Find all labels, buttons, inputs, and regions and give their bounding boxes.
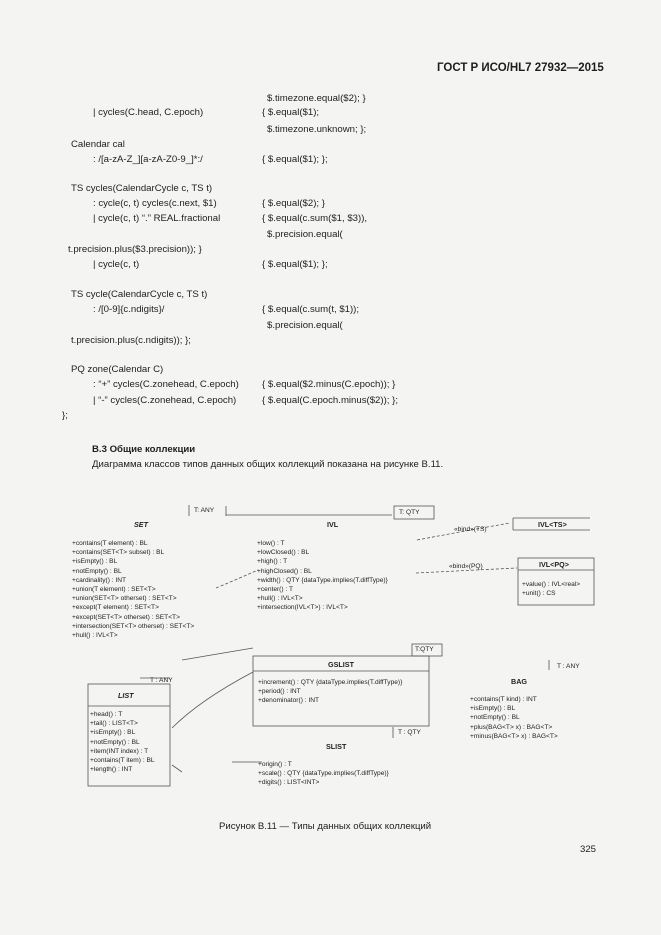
code-line: { $.equal($1);: [262, 107, 320, 118]
code-line: { $.equal($2); }: [262, 198, 325, 209]
operation: +period() : INT: [258, 688, 301, 696]
list-class-title: LIST: [118, 691, 134, 700]
gslist-class-title: GSLIST: [328, 660, 354, 669]
code-line: PQ zone(Calendar C): [71, 364, 164, 375]
ivl-pq-operations: [522, 580, 580, 598]
code-line: : /[0-9]{c.ndigits}/: [93, 304, 165, 315]
operation: +origin() : T: [258, 761, 292, 768]
code-line: t.precision.plus($3.precision)); }: [68, 244, 202, 255]
set-class-title: SET: [134, 520, 148, 529]
code-line: };: [62, 410, 68, 421]
operation: +union(SET<T> otherset) : SET<T>: [72, 595, 177, 603]
operation: +value() : IVL<real>: [522, 581, 581, 588]
code-line: $.timezone.unknown; };: [267, 124, 367, 135]
operation: +intersection(SET<T> otherset) : SET<T>: [72, 622, 195, 630]
operation: +contains(T element) : BL: [72, 540, 148, 547]
operation: +digits() : LIST<INT>: [258, 779, 320, 787]
operation: +tail() : LIST<T>: [90, 720, 138, 728]
code-line: $.precision.equal(: [267, 229, 343, 240]
list-param: T : ANY: [150, 677, 173, 684]
document-id: ГОСТ Р ИСО/HL7 27932—2015: [437, 62, 604, 74]
code-line: : /[a-zA-Z_][a-zA-Z0-9_]*:/: [93, 154, 203, 165]
ivl-param: T: QTY: [399, 509, 420, 516]
operation: +lowClosed() : BL: [257, 549, 310, 557]
operation: +unit() : CS: [522, 590, 556, 598]
code-line: { $.equal(c.sum(t, $1));: [262, 304, 360, 315]
bag-class-title: BAG: [511, 677, 527, 686]
section-intro: Диаграмма классов типов данных общих коллекций показана на рисунке В.11.: [92, 459, 444, 470]
gslist-param: T:QTY: [415, 646, 434, 653]
operation: +minus(BAG<T> x) : BAG<T>: [470, 732, 558, 740]
code-line: { $.equal($1); };: [262, 154, 328, 165]
code-line: TS cycle(CalendarCycle c, TS t): [71, 289, 208, 300]
operation: +low() : T: [257, 540, 285, 547]
operation: +except(T element) : SET<T>: [72, 604, 159, 612]
code-line: t.precision.plus(c.ndigits)); };: [71, 335, 191, 346]
slist-operations: [258, 760, 389, 788]
operation: +head() : T: [90, 711, 123, 718]
operation: +intersection(IVL<T>) : IVL<T>: [257, 604, 348, 612]
code-line: { $.equal(c.sum($1, $3)),: [262, 213, 368, 224]
code-line: : “+” cycles(C.zonehead, C.epoch): [93, 379, 239, 390]
code-line: $.timezone.equal($2); }: [267, 93, 366, 104]
operation: +scale() : QTY {dataType.implies(T.diffType)}: [258, 770, 389, 778]
bind-pq-label: «bind»(PQ): [449, 563, 483, 570]
operation: +union(T element) : SET<T>: [72, 586, 156, 594]
code-line: | “-” cycles(C.zonehead, C.epoch): [93, 395, 237, 406]
set-param: T: ANY: [194, 507, 215, 514]
bag-operations: [470, 695, 558, 741]
operation: +increment() : QTY {dataType.implies(T.diffType)}: [258, 679, 403, 686]
operation: +isEmpty() : BL: [470, 705, 516, 713]
section-title: В.3 Общие коллекции: [92, 444, 196, 455]
bind-ts-label: «bind»(TS): [454, 526, 487, 533]
code-line: { $.equal($1); };: [262, 259, 328, 270]
code-line: : cycle(c, t) cycles(c.next, $1): [93, 198, 217, 209]
operation: +plus(BAG<T> x) : BAG<T>: [470, 723, 553, 731]
operation: +contains(SET<T> subset) : BL: [72, 549, 165, 557]
bag-param: T : ANY: [557, 663, 580, 670]
list-operations: [90, 710, 155, 774]
set-operations: [72, 539, 194, 640]
slist-param: T : QTY: [398, 729, 421, 736]
slist-class-title: SLIST: [326, 742, 347, 751]
operation: +notEmpty() : BL: [72, 567, 122, 575]
operation: +high() : T: [257, 558, 288, 566]
operation: +except(SET<T> otherset) : SET<T>: [72, 613, 180, 621]
ivl-pq-class-title: IVL<PQ>: [539, 560, 569, 569]
operation: +isEmpty() : BL: [90, 729, 136, 737]
operation: +item(INT index) : T: [90, 747, 149, 755]
ivl-operations: [257, 539, 388, 613]
figure-caption: Рисунок В.11 — Типы данных общих коллекций: [219, 821, 432, 832]
ivl-class-title: IVL: [327, 520, 339, 529]
operation: +cardinality() : INT: [72, 576, 127, 584]
operation: +notEmpty() : BL: [470, 714, 520, 722]
ivl-ts-class-title: IVL<TS>: [538, 520, 567, 529]
operation: +notEmpty() : BL: [90, 738, 140, 746]
operation: +contains(T kind) : INT: [470, 696, 537, 703]
operation: +contains(T item) : BL: [90, 757, 155, 765]
page-number: 325: [580, 844, 597, 855]
gslist-operations: [258, 678, 402, 706]
code-line: | cycles(C.head, C.epoch): [93, 107, 204, 118]
code-line: { $.equal($2.minus(C.epoch)); }: [262, 379, 396, 390]
operation: +hull() : IVL<T>: [257, 595, 303, 603]
operation: +width() : QTY {dataType.implies(T.diffType)}: [257, 576, 388, 584]
operation: +hull() : IVL<T>: [72, 632, 118, 640]
operation: +isEmpty() : BL: [72, 558, 118, 566]
operation: +length() : INT: [90, 766, 133, 774]
operation: +denominator() : INT: [258, 697, 320, 705]
code-line: Calendar cal: [71, 139, 125, 150]
code-line: TS cycles(CalendarCycle c, TS t): [71, 183, 213, 194]
code-line: { $.equal(C.epoch.minus($2)); };: [262, 395, 398, 406]
code-line: | cycle(c, t) “.” REAL.fractional: [93, 213, 221, 224]
code-line: | cycle(c, t): [93, 259, 140, 270]
code-line: $.precision.equal(: [267, 320, 343, 331]
operation: +center() : T: [257, 586, 293, 594]
operation: +highClosed() : BL: [257, 567, 312, 575]
